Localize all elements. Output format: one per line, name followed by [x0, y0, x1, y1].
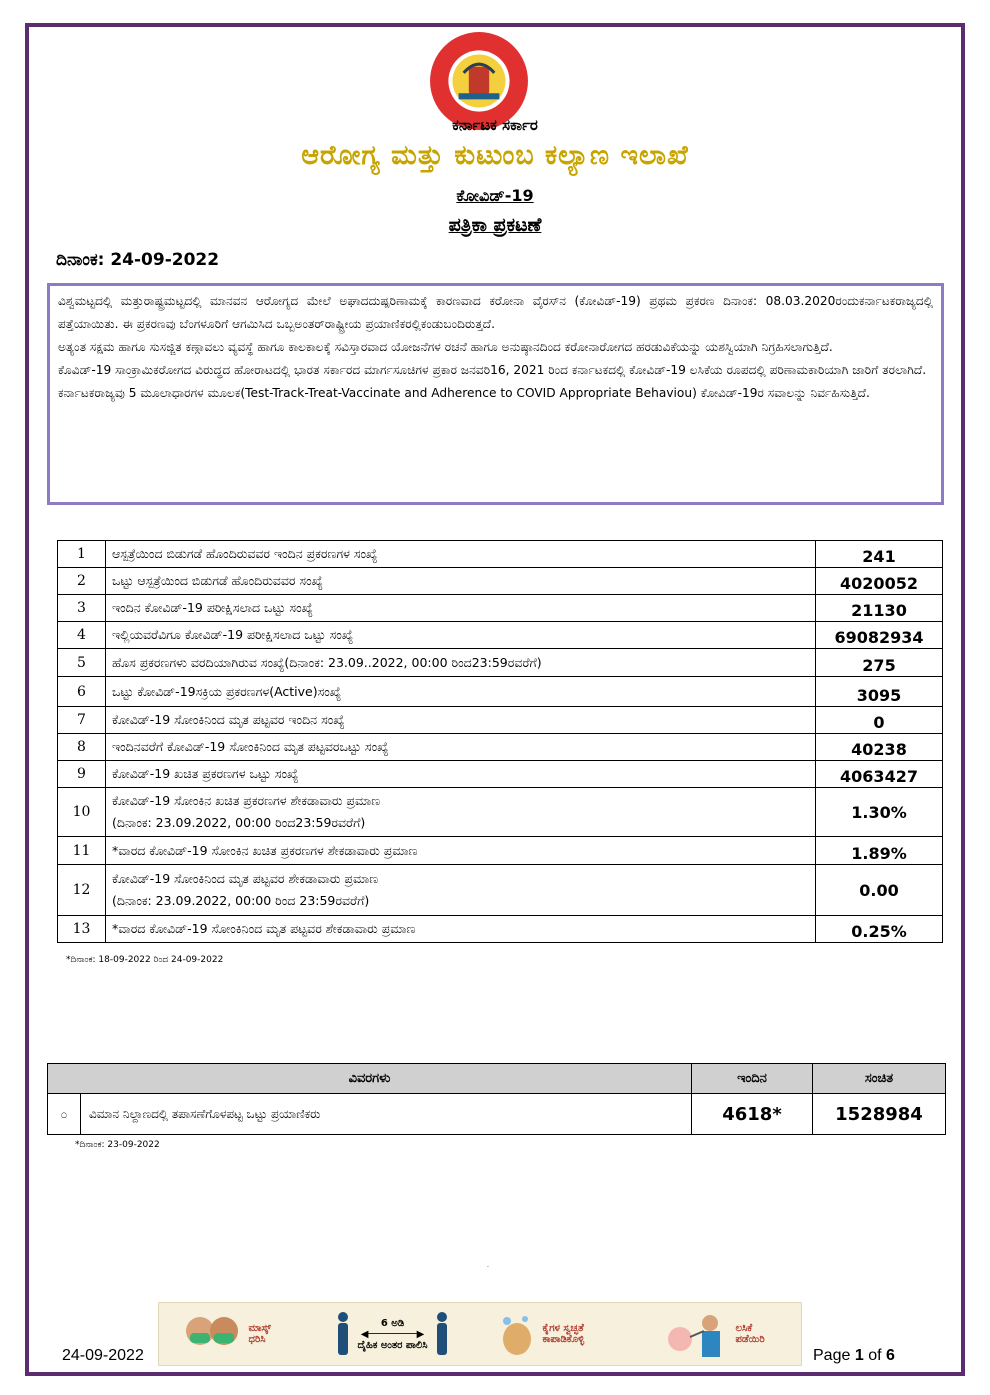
- row-number: ೦: [48, 1094, 81, 1135]
- row-label: [106, 788, 816, 837]
- mask-segment: [182, 1309, 288, 1359]
- table-row: [58, 649, 943, 677]
- table-row: [58, 707, 943, 734]
- cumulative-header: ಸಂಚಿತ: [813, 1064, 946, 1094]
- row-value: 0.25%: [816, 916, 943, 943]
- table-row: [58, 595, 943, 622]
- hand-wash-icon: [497, 1311, 537, 1357]
- row-value: 1.30%: [816, 788, 943, 837]
- vaccination-icon: [660, 1309, 730, 1359]
- today-value: 4618*: [692, 1094, 813, 1135]
- table-row: [58, 761, 943, 788]
- row-value: 40238: [816, 734, 943, 761]
- mask-label: ಮಾಸ್ಕ್ ಧರಿಸಿ: [248, 1323, 272, 1345]
- row-value: 0: [816, 707, 943, 734]
- distance-segment: [335, 1311, 449, 1357]
- person-icon: [335, 1311, 351, 1357]
- row-value: 4063427: [816, 761, 943, 788]
- intro-box: [47, 283, 944, 505]
- footer-date: 24-09-2022: [62, 1347, 144, 1364]
- airport-table: [47, 1063, 946, 1135]
- of-word: of: [868, 1347, 882, 1364]
- row-label: ಇಂದಿನ ಕೋವಿಡ್-19 ಪರೀಕ್ಷಿಸಲಾದ ಒಟ್ಟು ಸಂಖ್ಯೆ: [106, 595, 816, 622]
- intro-paragraph: ಕೊವಿಡ್-19 ಸಾಂಕ್ರಾಮಿಕರೋಗದ ವಿರುದ್ಧದ ಹೋರಾಟದಲ್ಲಿ ಭಾರತ ಸರ್ಕಾರದ ಮಾರ್ಗಸೂಚಿಗಳ ಪ್ರಕಾರ ಜನವರಿ16, 2021 ರಿಂದ ಕರ್ನಾಟಕದಲ್ಲಿ ಕೋವಿಡ್-19 ಲಸಿಕೆಯ ರೂಪದಲ್ಲಿ ಪರಿಣಾಮಕಾರಿಯಾಗಿ ಜಾರಿಗೆ ತರಲಾಗಿದೆ.: [58, 363, 927, 377]
- table-row: [58, 734, 943, 761]
- intro-paragraph: ವಿಶ್ವಮಟ್ಟದಲ್ಲಿ ಮತ್ತುರಾಷ್ಟ್ರಮಟ್ಟದಲ್ಲಿ ಮಾನವನ ಆರೋಗ್ಯದ ಮೇಲೆ ಅಘಾದದುಷ್ಪರಿಣಾಮಕ್ಕೆ ಕಾರಣವಾದ ಕರೋನಾ ವೈರಸ್‌ನ (ಕೋವಿಡ್-19) ಪ್ರಥಮ ಪ್ರಕರಣ ದಿನಾಂಕ: 08.03.2020ರಂದುಕರ್ನಾಟಕರಾಜ್ಯದಲ್ಲಿ ಪತ್ತೆಯಾಯಿತು. ಈ ಪ್ರಕರಣವು ಬೆಂಗಳೂರಿಗೆ ಆಗಮಿಸಿದ ಒಬ್ಬಅಂತರ್‌ರಾಷ್ಟ್ರೀಯ ಪ್ರಯಾಣಿಕರಲ್ಲಿಕಂಡುಬಂದಿರುತ್ತದೆ.: [58, 294, 933, 331]
- covid-appropriate-behaviour-banner: [158, 1302, 802, 1366]
- row-value: 3095: [816, 677, 943, 707]
- press-release-title: ಪತ್ರಿಕಾ ಪ್ರಕಟಣೆ: [448, 214, 542, 236]
- table-row: [58, 541, 943, 568]
- row-number: 4: [58, 622, 106, 649]
- row-label: ವಿಮಾನ ನಿಲ್ದಾಣದಲ್ಲಿ ತಪಾಸಣೆಗೊಳಪಟ್ಟ ಒಟ್ಟು ಪ್ರಯಾಣಿಕರು: [81, 1094, 692, 1135]
- page-word: Page: [813, 1347, 851, 1364]
- table-row: [58, 568, 943, 595]
- hands-segment: [497, 1311, 613, 1357]
- row-number: 11: [58, 837, 106, 865]
- row-label: *ವಾರದ ಕೋವಿಡ್-19 ಸೋಂಕಿನಿಂದ ಮೃತ ಪಟ್ಟವರ ಶೇಕಡಾವಾರು ಪ್ರಮಾಣ: [106, 916, 816, 943]
- row-value: 0.00: [816, 865, 943, 916]
- weekly-note: *ದಿನಾಂಕ: 18-09-2022 ರಿಂದ 24-09-2022: [66, 955, 224, 965]
- row-value: 4020052: [816, 568, 943, 595]
- row-label: ಕೋವಿಡ್-19 ಸೋಂಕಿನಿಂದ ಮೃತ ಪಟ್ಟವರ ಇಂದಿನ ಸಂಖ್ಯೆ: [106, 707, 816, 734]
- page-total: 6: [885, 1347, 895, 1364]
- airport-header-row: [48, 1064, 946, 1094]
- page-number: 1: [854, 1347, 864, 1364]
- row-label: ಹೊಸ ಪ್ರಕರಣಗಳು ವರದಿಯಾಗಿರುವ ಸಂಖ್ಯೆ(ದಿನಾಂಕ: 23.09..2022, 00:00 ರಿಂದ23:59ರವರೆಗೆ): [106, 649, 816, 677]
- row-number: 7: [58, 707, 106, 734]
- table-row: [58, 622, 943, 649]
- department-name: ಆರೋಗ್ಯ ಮತ್ತು ಕುಟುಂಬ ಕಲ್ಯಾಣ ಇಲಾಖೆ: [301, 140, 689, 171]
- row-number: 8: [58, 734, 106, 761]
- table-row: [58, 788, 943, 837]
- today-header: ಇಂದಿನ: [692, 1064, 813, 1094]
- row-label: ಒಟ್ಟು ಆಸ್ಪತ್ರೆಯಿಂದ ಬಿಡುಗಡೆ ಹೊಂದಿರುವವರ ಸಂಖ್ಯೆ: [106, 568, 816, 595]
- table-row: [48, 1094, 946, 1135]
- row-label: ಕೋವಿಡ್-19 ಖಚಿತ ಪ್ರಕರಣಗಳ ಒಟ್ಟು ಸಂಖ್ಯೆ: [106, 761, 816, 788]
- distance-feet: 6 ಅಡಿ: [380, 1317, 405, 1329]
- vaccine-segment: [660, 1309, 778, 1359]
- dot-mark: .: [487, 1262, 489, 1269]
- row-value: 69082934: [816, 622, 943, 649]
- row-label-line: ಕೋವಿಡ್-19 ಸೋಂಕಿನ ಖಚಿತ ಪ್ರಕರಣಗಳ ಶೇಕಡಾವಾರು ಪ್ರಮಾಣ: [112, 793, 381, 808]
- row-label: ಆಸ್ಪತ್ರೆಯಿಂದ ಬಿಡುಗಡೆ ಹೊಂದಿರುವವರ ಇಂದಿನ ಪ್ರಕರಣಗಳ ಸಂಖ್ಯೆ: [106, 541, 816, 568]
- person-icon: [434, 1311, 450, 1357]
- row-number: 12: [58, 865, 106, 916]
- airport-note: *ದಿನಾಂಕ: 23-09-2022: [75, 1140, 160, 1150]
- row-number: 13: [58, 916, 106, 943]
- row-label: [106, 865, 816, 916]
- row-value: 241: [816, 541, 943, 568]
- arrow-icon: ◀────────▶: [360, 1328, 425, 1340]
- row-label: ಒಟ್ಟು ಕೋವಿಡ್-19ಸಕ್ರಿಯ ಪ್ರಕರಣಗಳ(Active)ಸಂಖ್ಯೆ: [106, 677, 816, 707]
- row-label: ಇಲ್ಲಿಯವರೆವಿಗೂ ಕೋವಿಡ್-19 ಪರೀಕ್ಷಿಸಲಾದ ಒಟ್ಟು ಸಂಖ್ಯೆ: [106, 622, 816, 649]
- row-value: 275: [816, 649, 943, 677]
- table-row: [58, 865, 943, 916]
- row-label-line: ಕೋವಿಡ್-19 ಸೋಂಕಿನಿಂದ ಮೃತ ಪಟ್ಟವರ ಶೇಕಡಾವಾರು ಪ್ರಮಾಣ: [112, 871, 379, 886]
- row-number: 5: [58, 649, 106, 677]
- distance-text: [357, 1318, 427, 1351]
- vaccine-label: ಲಸಿಕೆ ಪಡೆಯಿರಿ: [735, 1323, 765, 1345]
- intro-paragraph: ಕರ್ನಾಟಕರಾಜ್ಯವು 5 ಮೂಲಾಧಾರಗಳ ಮೂಲಕ(Test-Track-Treat-Vaccinate and Adherence to COVID Appropriate Behaviou) ಕೋವಿಡ್-19ರ ಸವಾಲನ್ನು ನಿರ್ವಹಿಸುತ್ತಿದೆ.: [58, 386, 870, 400]
- row-number: 10: [58, 788, 106, 837]
- covid-stats-table: [57, 540, 943, 943]
- row-number: 1: [58, 541, 106, 568]
- details-header: ವಿವರಗಳು: [48, 1064, 692, 1094]
- government-name: ಕರ್ನಾಟಕ ಸರ್ಕಾರ: [452, 116, 538, 134]
- row-label-date: (ದಿನಾಂಕ: 23.09.2022, 00:00 ರಿಂದ 23:59ರವರೆಗೆ): [112, 893, 370, 908]
- row-label: ಇಂದಿನವರೆಗೆ ಕೋವಿಡ್-19 ಸೋಂಕಿನಿಂದ ಮೃತ ಪಟ್ಟವರಒಟ್ಟು ಸಂಖ್ಯೆ: [106, 734, 816, 761]
- intro-paragraph: ಅತ್ಯಂತ ಸಕ್ಷಮ ಹಾಗೂ ಸುಸಜ್ಜಿತ ಕಣ್ಗಾವಲು ವ್ಯವಸ್ಥೆ ಹಾಗೂ ಕಾಲಕಾಲಕ್ಕೆ ಸವಿಸ್ತಾರವಾದ ಯೋಜನೆಗಳ ರಚನೆ ಹಾಗೂ ಅನುಷ್ಠಾನದಿಂದ ಕರೋನಾರೋಗದ ಹರಡುವಿಕೆಯನ್ನು ಯಶಸ್ವಿಯಾಗಿ ನಿಗ್ರಹಿಸಲಾಗುತ್ತಿದೆ.: [58, 340, 833, 354]
- row-value: 21130: [816, 595, 943, 622]
- release-date: ದಿನಾಂಕ: 24-09-2022: [56, 250, 220, 270]
- table-row: [58, 916, 943, 943]
- distance-label: ದೈಹಿಕ ಅಂತರ ಪಾಲಿಸಿ: [357, 1339, 428, 1351]
- row-value: 1.89%: [816, 837, 943, 865]
- row-label: *ವಾರದ ಕೋವಿಡ್-19 ಸೋಂಕಿನ ಖಚಿತ ಪ್ರಕರಣಗಳ ಶೇಕಡಾವಾರು ಪ್ರಮಾಣ: [106, 837, 816, 865]
- table-row: [58, 837, 943, 865]
- row-label-date: (ದಿನಾಂಕ: 23.09.2022, 00:00 ರಿಂದ23:59ರವರೆಗೆ): [112, 815, 366, 830]
- table-row: [58, 677, 943, 707]
- row-number: 2: [58, 568, 106, 595]
- subject-title: ಕೋವಿಡ್-19: [456, 186, 534, 205]
- cumulative-value: 1528984: [813, 1094, 946, 1135]
- row-number: 6: [58, 677, 106, 707]
- page-indicator: [813, 1347, 895, 1365]
- row-number: 9: [58, 761, 106, 788]
- hands-label: ಕೈಗಳ ಸ್ವಚ್ಛತೆ ಕಾಪಾಡಿಕೊಳ್ಳಿ: [542, 1323, 585, 1345]
- masked-faces-icon: [182, 1309, 242, 1359]
- row-number: 3: [58, 595, 106, 622]
